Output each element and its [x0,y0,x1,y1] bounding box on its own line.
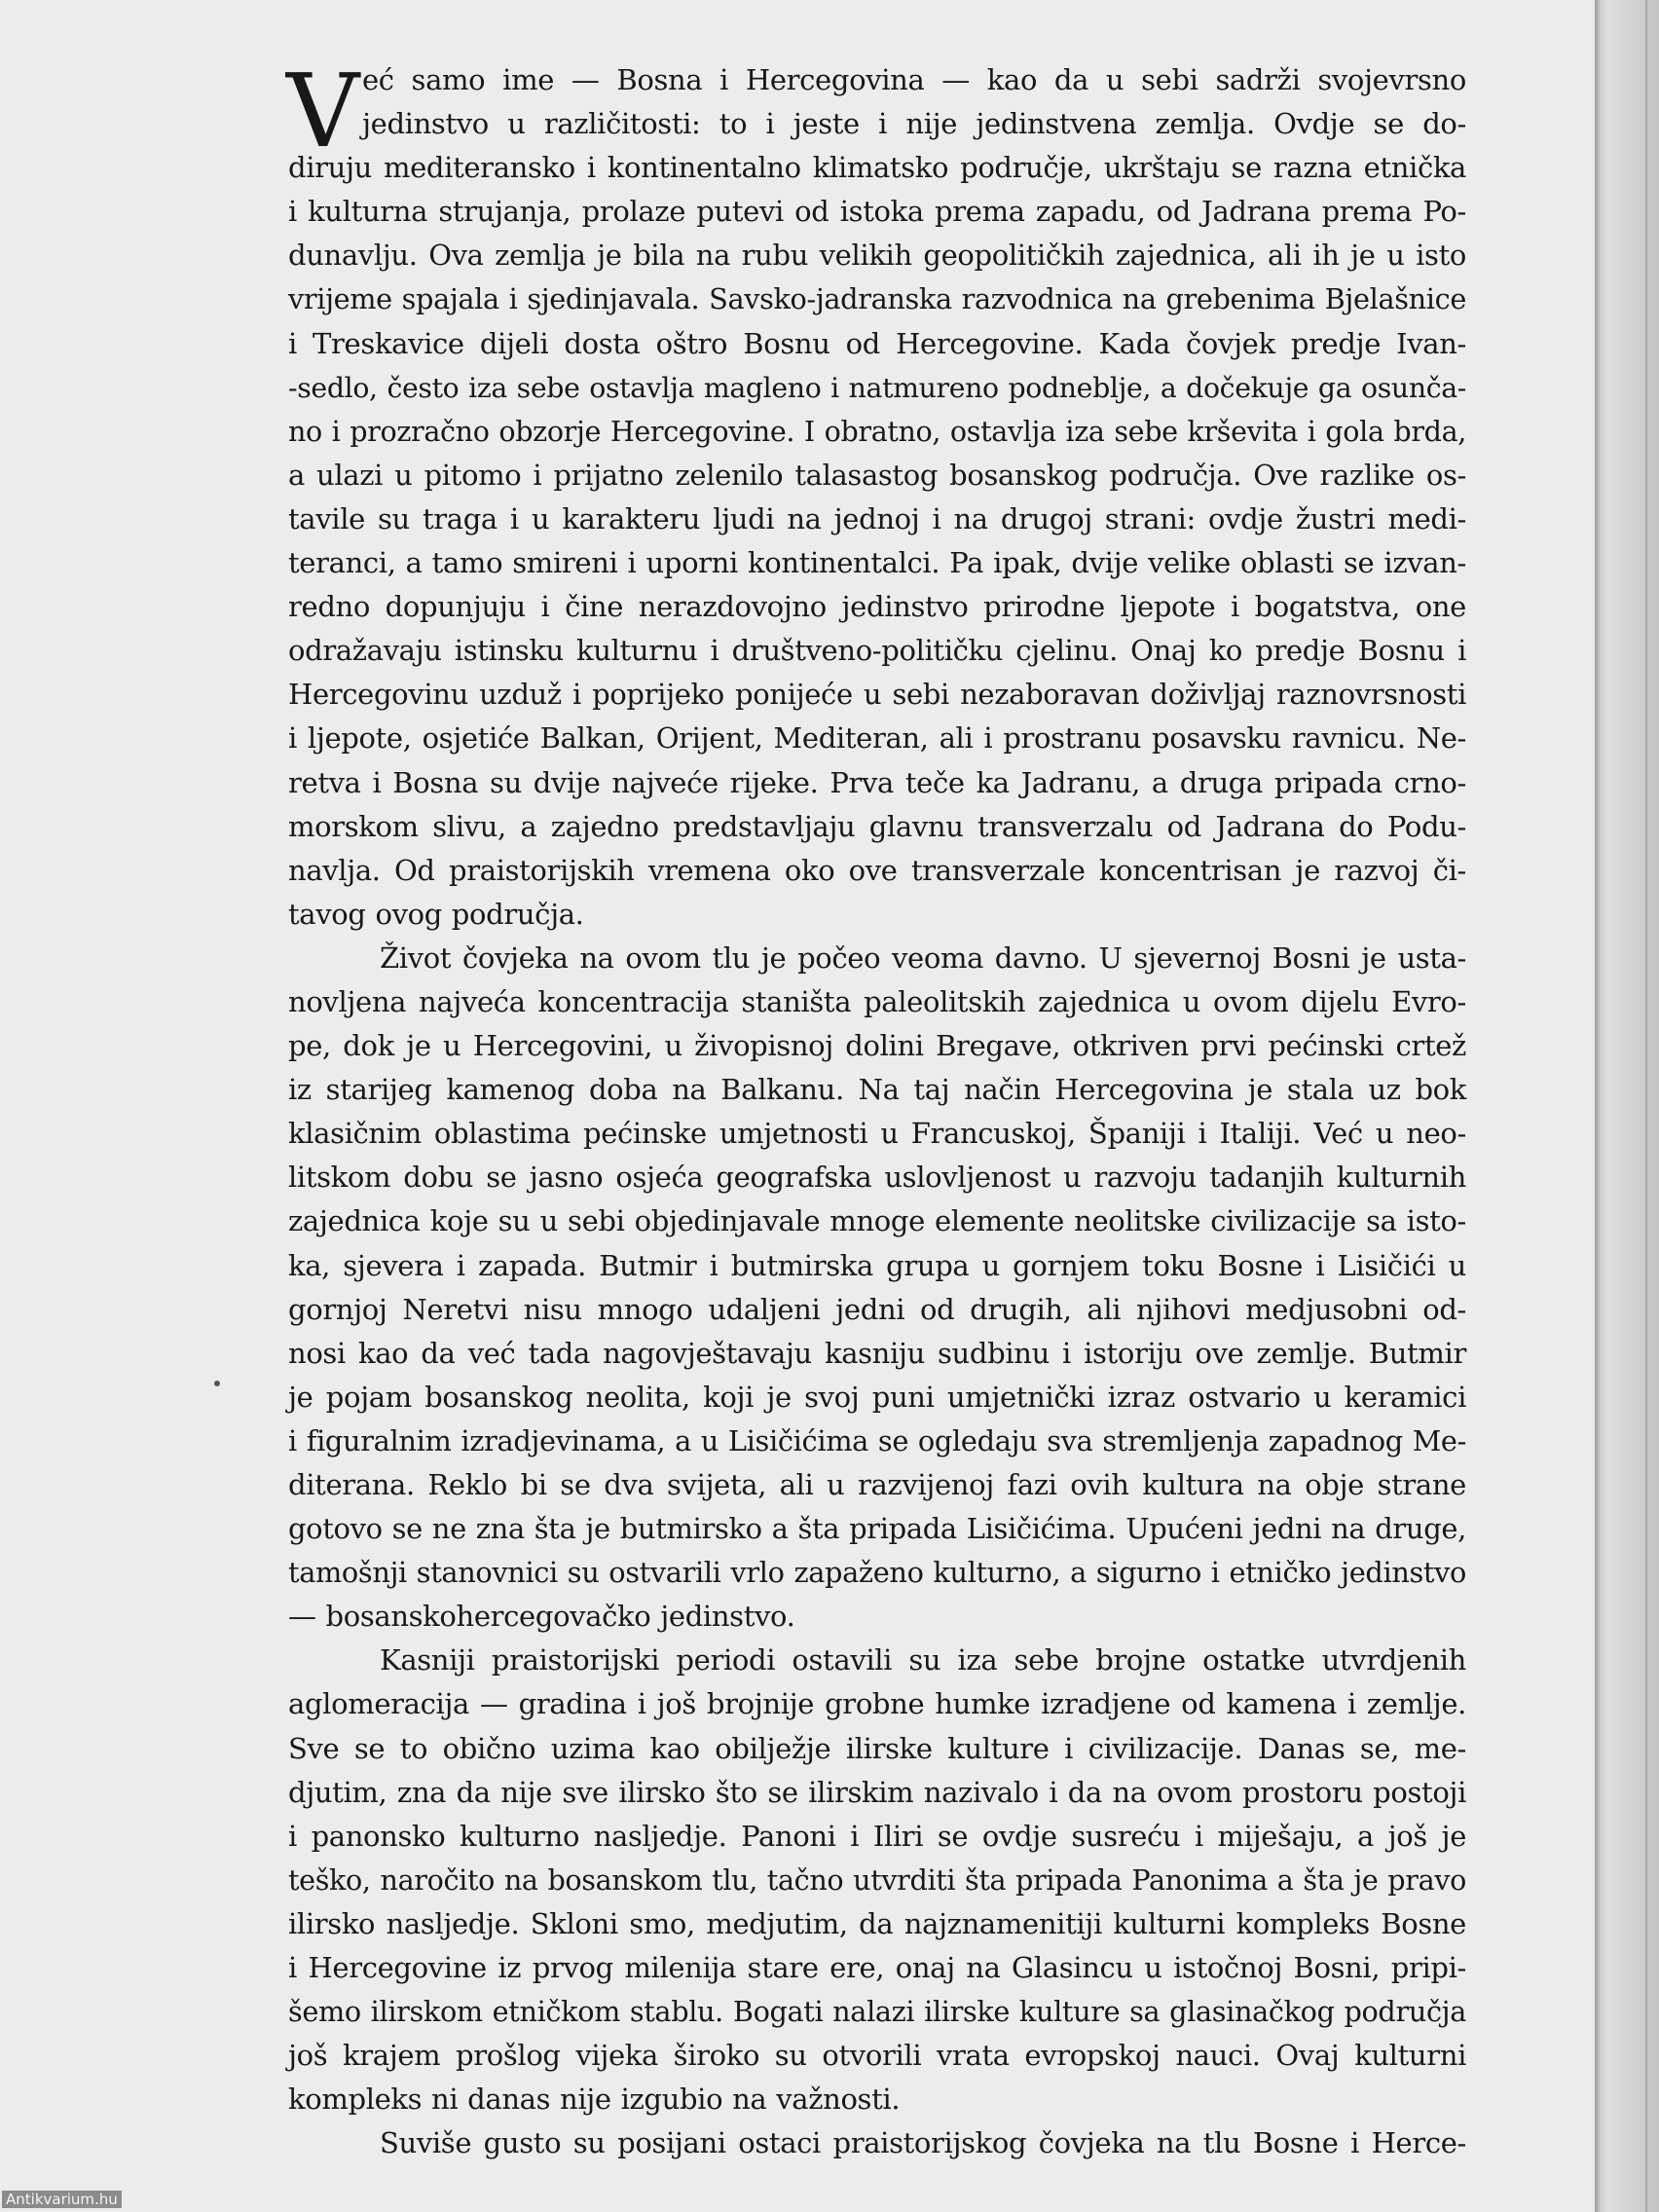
paragraph-3 [288,1639,1466,2121]
text-line: klasičnim oblastima pećinske umjetnosti u Francuskoj, Španiji i Italiji. Već u neo- [288,1117,1466,1151]
text-line: vrijeme spajala i sjedinjavala. Savsko-jadranska razvodnica na grebenima Bjelašnice [288,282,1466,316]
text-line: Sve se to obično uzima kao obilježje ilirske kulture i civilizacije. Danas se, me- [288,1731,1466,1765]
text-line: teško, naročito na bosanskom tlu, tačno utvrditi šta pripada Panonima a šta je pravo [288,1862,1466,1897]
text-line: tavile su traga i u karakteru ljudi na jednoj i na drugoj strani: ovdje žustri medi- [288,501,1466,535]
page-edge [1595,0,1659,2212]
text-line: tavog ovog područja. [288,897,584,931]
text-line: eć samo ime — Bosna i Hercegovina — kao da u sebi sadrži svojevrsno [362,63,1466,96]
text-line: djutim, zna da nije sve ilirsko što se ilirskim nazivalo i da na ovom prostoru postoji [288,1775,1466,1809]
text-line: i Treskavice dijeli dosta oštro Bosnu od Hercegovine. Kada čovjek predje Ivan- [288,326,1466,360]
text-line: i figuralnim izradjevinama, a u Lisičićima se ogledaju sva stremljenja zapadnog Me- [288,1423,1466,1457]
text-line: šemo ilirskom etničkom stablu. Bogati nalazi ilirske kulture sa glasinačkog područja [288,1995,1466,2029]
text-line: diterana. Reklo bi se dva svijeta, ali u razvijenoj fazi ovih kultura na obje strane [288,1468,1466,1501]
text-line: kompleks ni danas nije izgubio na važnosti. [288,2083,901,2117]
text-line: diruju mediteransko i kontinentalno klimatsko područje, ukrštaju se razna etnička [288,151,1466,185]
text-line: jedinstvo u različitosti: to i jeste i nije jedinstvena zemlja. Ovdje se do- [362,107,1466,141]
text-line: ka, sjevera i zapada. Butmir i butmirska grupa u gornjem toku Bosne i Lisičići u [288,1248,1466,1282]
text-line: no i prozračno obzorje Hercegovine. I obratno, ostavlja iza sebe krševita i gola brda, [288,414,1466,448]
text-line: navlja. Od praistorijskih vremena oko ove transverzale koncentrisan je razvoj či- [288,853,1466,887]
paragraph-2 [288,937,1466,1640]
drop-cap: V [286,52,360,170]
watermark: Antikvarium.hu [2,2191,122,2208]
paragraph-4 [288,2121,1466,2165]
text-line: Hercegovinu uzduž i poprijeko ponijeće u sebi nezaboravan doživljaj raznovrsnosti [288,678,1466,712]
text-line: teranci, a tamo smireni i uporni kontinentalci. Pa ipak, dvije velike oblasti se izvan- [288,546,1466,580]
body-text [286,52,1466,2166]
text-line: ilirsko nasljedje. Skloni smo, medjutim, da najznamenitiji kulturni kompleks Bosne [288,1906,1466,1940]
text-line: litskom dobu se jasno osjeća geografska uslovljenost u razvoju tadanjih kulturnih [288,1161,1466,1195]
text-line: Život čovjeka na ovom tlu je počeo veoma davno. U sjevernoj Bosni je usta- [380,940,1466,975]
text-line: redno dopunjuju i čine nerazdovojno jedinstvo prirodne ljepote i bogatstva, one [288,590,1466,624]
text-line: Kasniji praistorijski periodi ostavili su iza sebe brojne ostatke utvrdjenih [380,1643,1466,1677]
page-edge-line [1645,0,1647,2212]
text-line: retva i Bosna su dvije najveće rijeke. Prva teče ka Jadranu, a druga pripada crno- [288,765,1466,799]
text-line: — bosanskohercegovačko jedinstvo. [288,1600,795,1634]
text-line: tamošnji stanovnici su ostvarili vrlo zapaženo kulturno, a sigurno i etničko jedinstvo [288,1556,1466,1590]
text-line: i panonsko kulturno nasljedje. Panoni i Iliri se ovdje susreću i miješaju, a još je [288,1819,1466,1853]
text-line: morskom slivu, a zajedno predstavljaju glavnu transverzalu od Jadrana do Podu- [288,809,1466,843]
text-line: i ljepote, osjetiće Balkan, Orijent, Mediteran, ali i prostranu posavsku ravnicu. Ne- [288,721,1466,756]
text-line: gotovo se ne zna šta je butmirsko a šta pripada Lisičićima. Upućeni jedni na druge, [288,1512,1466,1546]
text-line: novljena najveća koncentracija staništa paleolitskih zajednica u ovom dijelu Evro- [288,984,1466,1018]
text-line: gornjoj Neretvi nisu mnogo udaljeni jedni od drugih, ali njihovi medjusobni od- [288,1292,1466,1326]
text-line: nosi kao da već tada nagovještavaju kasniju sudbinu i istoriju ove zemlje. Butmir [288,1336,1466,1370]
text-line: i kulturna strujanja, prolaze putevi od istoka prema zapadu, od Jadrana prema Po- [288,195,1466,229]
text-line: pe, dok je u Hercegovini, u živopisnoj dolini Bregave, otkriven prvi pećinski crtež [288,1029,1466,1063]
text-line: Suviše gusto su posijani ostaci praistorijskog čovjeka na tlu Bosne i Herce- [380,2126,1466,2160]
text-line: i Hercegovine iz prvog milenija stare ere, onaj na Glasincu u istočnoj Bosni, pripi- [288,1951,1466,1985]
text-line: odražavaju istinsku kulturnu i društveno-političku cjelinu. Onaj ko predje Bosnu i [288,634,1466,668]
text-line: dunavlju. Ova zemlja je bila na rubu velikih geopolitičkih zajednica, ali ih je u isto [288,239,1466,273]
text-line: iz starijeg kamenog doba na Balkanu. Na taj način Hercegovina je stala uz bok [288,1073,1466,1107]
text-line: -sedlo, često iza sebe ostavlja magleno i natmureno podneblje, a dočekuje ga osunča- [288,371,1466,404]
text-line: a ulazi u pitomo i prijatno zelenilo talasastog bosanskog područja. Ove razlike os- [288,458,1466,492]
paragraph-1 [286,52,1466,937]
text-line: aglomeracija — gradina i još brojnije grobne humke izradjene od kamena i zemlje. [288,1687,1466,1721]
text-line: još krajem prošlog vijeka široko su otvorili vrata evropskoj nauci. Ovaj kulturni [288,2039,1466,2073]
margin-dot [214,1381,220,1386]
text-line: zajednica koje su u sebi objedinjavale mnoge elemente neolitske civilizacije sa isto- [288,1204,1466,1238]
text-line: je pojam bosanskog neolita, koji je svoj puni umjetnički izraz ostvario u keramici [288,1380,1466,1414]
